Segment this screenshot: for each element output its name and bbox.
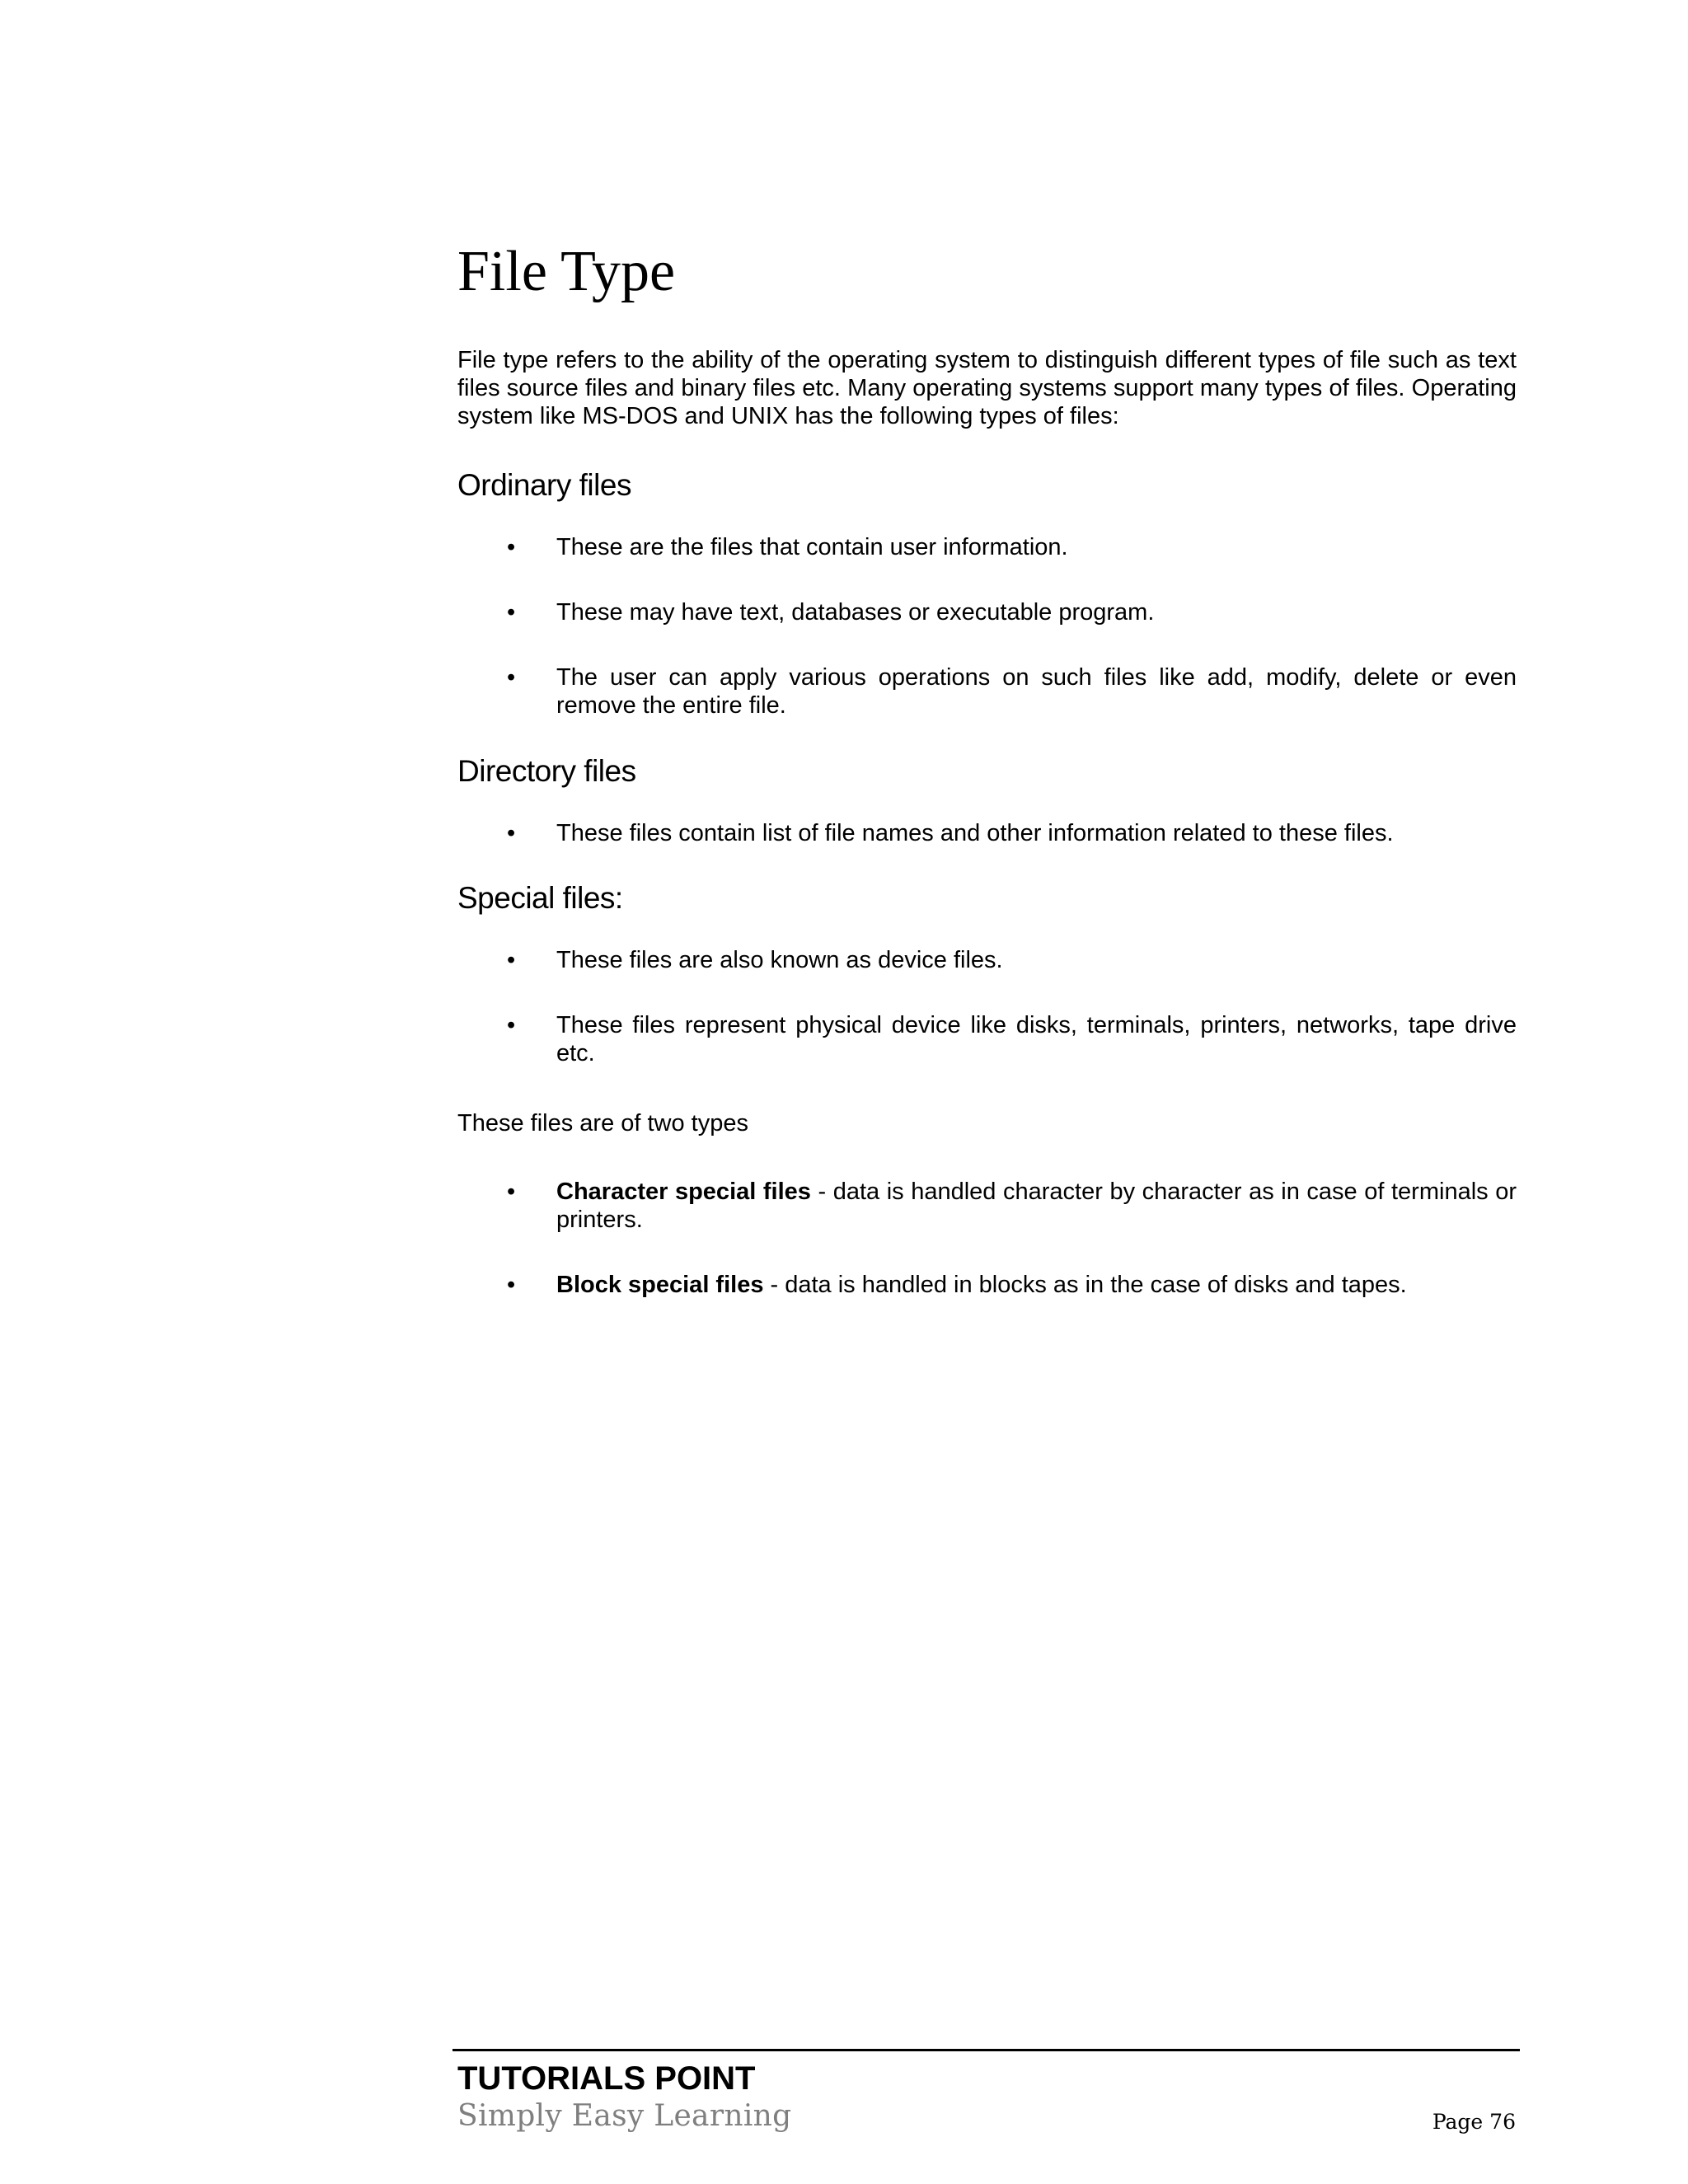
- list-item: [457, 598, 1517, 626]
- footer-divider: [452, 2049, 1520, 2051]
- bullet-icon: •: [507, 820, 516, 846]
- bullet-icon: •: [507, 534, 516, 560]
- section-heading-ordinary-files: Ordinary files: [457, 468, 631, 502]
- term-block-special-files: Block special files: [556, 1272, 764, 1298]
- two-types-list: [457, 1178, 1517, 1299]
- list-item: [457, 1271, 1517, 1299]
- page-title: File Type: [457, 240, 676, 303]
- section-heading-directory-files: Directory files: [457, 754, 636, 788]
- footer-tagline: Simply Easy Learning: [457, 2099, 792, 2133]
- page-number: Page 76: [1432, 2110, 1516, 2134]
- bullet-icon: •: [507, 599, 516, 626]
- term-description: - data is handled in blocks as in the case of disks and tapes.: [763, 1272, 1407, 1298]
- ordinary-files-list: [457, 533, 1517, 719]
- bullet-icon: •: [507, 947, 516, 973]
- bullet-icon: •: [507, 1179, 516, 1205]
- list-item: [457, 1011, 1517, 1067]
- list-item-text: These files are also known as device files.: [556, 947, 1003, 973]
- list-item-text: The user can apply various operations on such files like add, modify, delete or even remove the entire file.: [556, 664, 1517, 719]
- term-description: - data is handled character by character as in case of terminals or printers.: [556, 1179, 1517, 1233]
- special-files-list: [457, 946, 1517, 1067]
- list-item: [457, 1178, 1517, 1234]
- directory-files-list: [457, 819, 1517, 847]
- section-heading-special-files: Special files:: [457, 881, 623, 915]
- term-character-special-files: Character special files: [556, 1179, 811, 1205]
- bullet-icon: •: [507, 1012, 516, 1038]
- list-item-text: These may have text, databases or executable program.: [556, 599, 1155, 626]
- list-item: [457, 663, 1517, 719]
- list-item-text: These files contain list of file names and other information related to these files.: [556, 820, 1394, 846]
- list-item: [457, 946, 1517, 974]
- list-item: [457, 533, 1517, 561]
- list-item-text: These files represent physical device like disks, terminals, printers, networks, tape drive etc.: [556, 1012, 1517, 1066]
- intro-paragraph: File type refers to the ability of the operating system to distinguish different types of file such as text files source files and binary files etc. Many operating systems support many types of files. Operating system like MS-DOS and UNIX has the following types of files:: [457, 347, 1517, 429]
- bullet-icon: •: [507, 664, 516, 691]
- two-types-intro: These files are of two types: [457, 1110, 748, 1137]
- bullet-icon: •: [507, 1272, 516, 1298]
- list-item: [457, 819, 1517, 847]
- footer-brand: TUTORIALS POINT: [457, 2060, 756, 2097]
- list-item-text: These are the files that contain user information.: [556, 534, 1068, 560]
